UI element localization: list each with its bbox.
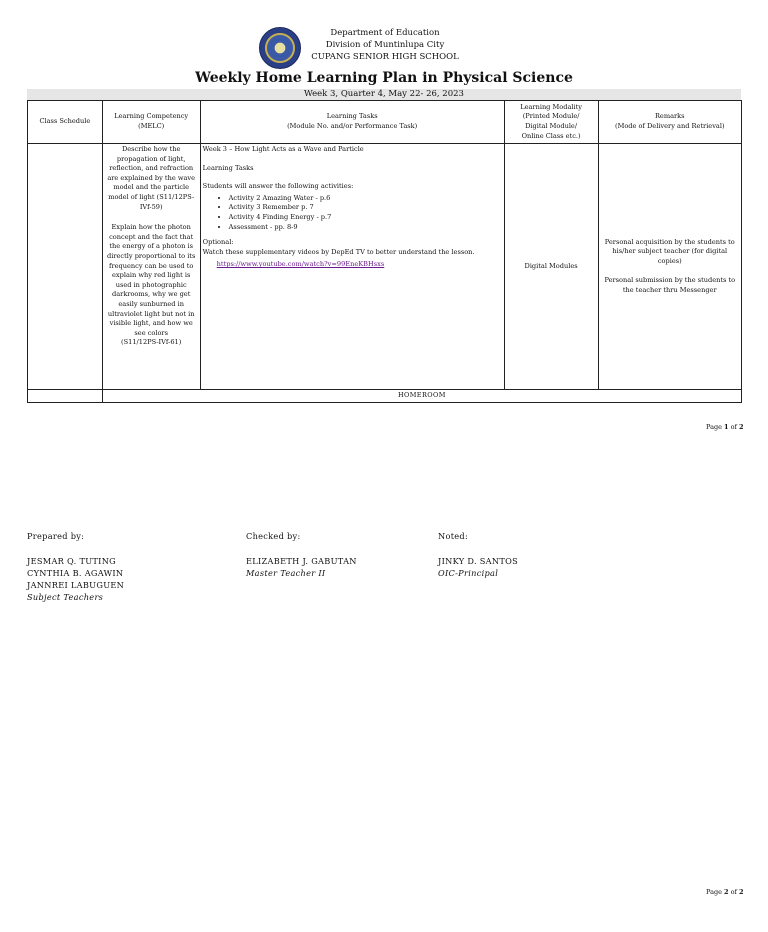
remarks-acquisition: Personal acquisition by the students to his/her subject teacher (for digital copies) <box>604 237 735 265</box>
table-header-row <box>28 101 742 144</box>
table-row <box>28 144 742 390</box>
task-title: Week 3 – How Light Acts as a Wave and Particle <box>202 145 364 153</box>
class-schedule-cell <box>28 144 103 390</box>
prepared-role: Subject Teachers <box>27 592 104 602</box>
homeroom-label: HOMEROOM <box>102 390 741 403</box>
homeroom-row <box>28 390 742 403</box>
header-learning-modality: Learning Modality (Printed Module/ Digital Module/ Online Class etc.) <box>504 101 598 144</box>
remarks-cell <box>598 144 741 390</box>
list-item: • Activity 4 Finding Energy - p.7 <box>229 213 502 223</box>
remarks-submission: Personal submission by the students to the teacher thru Messenger <box>604 276 736 294</box>
task-heading: Learning Tasks <box>202 163 254 172</box>
header-learning-tasks: Learning Tasks (Module No. and/or Performance Task) <box>200 101 504 144</box>
checked-by-label: Checked by: <box>246 531 301 541</box>
competency-1: Describe how the propagation of light, reflection, and refraction are explained by the wave model and the particle model of light (S11/12PS-IVf-59) <box>107 145 196 211</box>
checked-role: Master Teacher II <box>246 568 326 578</box>
modality-cell: Digital Modules <box>504 144 598 390</box>
deped-seal-logo <box>259 27 301 69</box>
document-title: Weekly Home Learning Plan in Physical Science <box>195 70 573 86</box>
optional-label: Optional: <box>202 238 234 247</box>
noted-label: Noted: <box>438 531 469 541</box>
header-school: CUPANG SENIOR HIGH SCHOOL <box>311 52 459 62</box>
page-number-2: Page 2 of 2 <box>706 888 744 896</box>
list-item: • Assessment - pp. 8-9 <box>229 223 502 233</box>
prepared-name-3: JANNREI LABUGUEN <box>27 580 125 590</box>
page-number-1: Page 1 of 2 <box>706 423 744 431</box>
header-class-schedule: Class Schedule <box>28 101 103 144</box>
header-remarks: Remarks (Mode of Delivery and Retrieval) <box>598 101 741 144</box>
header-learning-competency: Learning Competency (MELC) <box>102 101 200 144</box>
competency-2: Explain how the photon concept and the fact that the energy of a photon is directly proportional to its frequency can be used to explain why red light is used in photographic darkrooms, why we get easily sunburned in ultraviolet light but not in visible light, and how we see colors <box>107 223 196 337</box>
header-division: Division of Muntinlupa City <box>325 40 445 50</box>
video-link[interactable]: https://www.youtube.com/watch?v=99EneKBHsxs <box>216 260 385 269</box>
competency-cell <box>102 144 200 390</box>
week-line: Week 3, Quarter 4, May 22- 26, 2023 <box>27 89 741 100</box>
checked-name: ELIZABETH J. GABUTAN <box>246 556 357 566</box>
task-intro: Students will answer the following activities: <box>202 182 354 191</box>
tasks-cell <box>200 144 504 390</box>
noted-role: OIC-Principal <box>438 568 499 578</box>
learning-plan-table <box>27 100 742 403</box>
list-item: • Activity 3 Remember p. 7 <box>229 203 502 213</box>
list-item: • Activity 2 Amazing Water - p.6 <box>229 194 502 204</box>
prepared-name-1: JESMAR Q. TUTING <box>27 556 117 566</box>
prepared-name-2: CYNTHIA B. AGAWIN <box>27 568 124 578</box>
header-department: Department of Education <box>330 28 440 38</box>
noted-name: JINKY D. SANTOS <box>438 556 519 566</box>
prepared-by-label: Prepared by: <box>27 531 85 541</box>
competency-2-code: (S11/12PS-IVf-61) <box>121 338 182 347</box>
optional-text: Watch these supplementary videos by DepEd TV to better understand the lesson. <box>202 247 475 256</box>
activity-list <box>203 194 502 232</box>
